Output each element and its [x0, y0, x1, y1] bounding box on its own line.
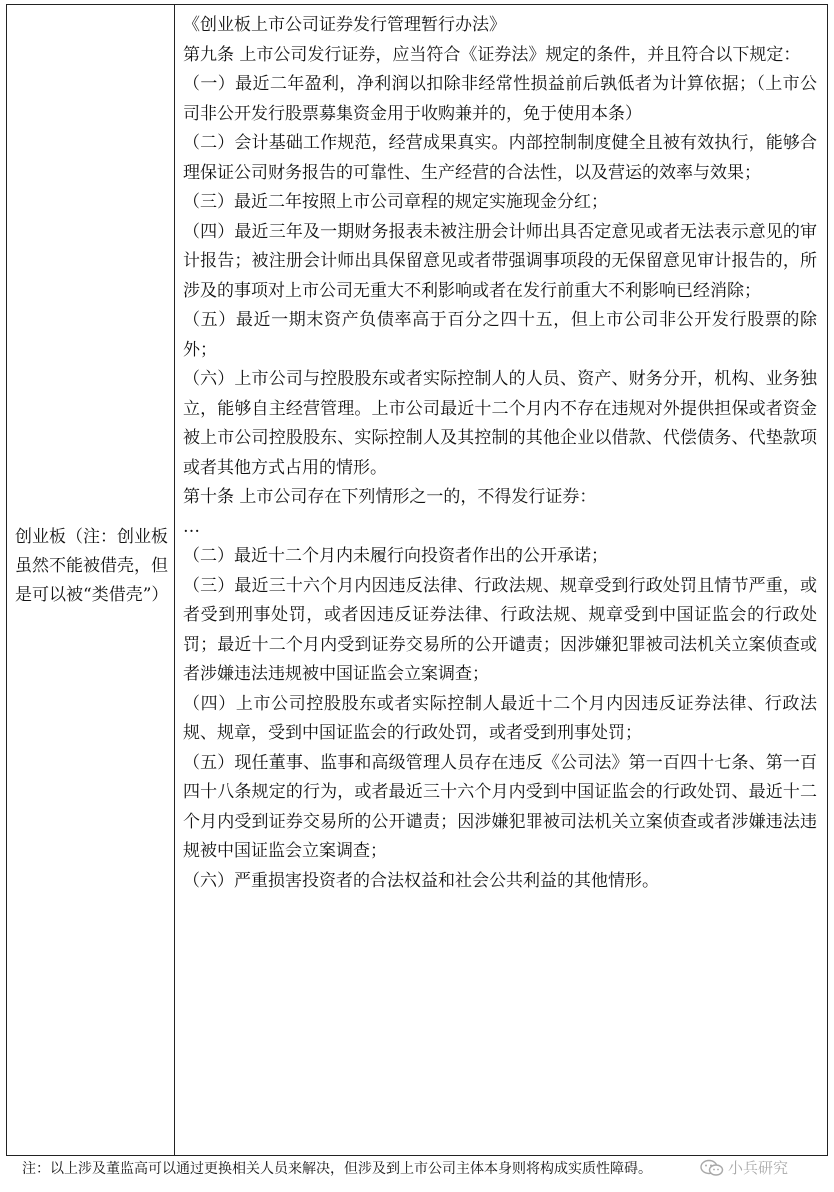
article-9-heading: 第九条 上市公司发行证券，应当符合《证券法》规定的条件，并且符合以下规定： — [183, 44, 801, 65]
article-9-item-1: （一）最近二年盈利，净利润以扣除非经常性损益前后孰低者为计算依据；（上市公司非公开发行股票募集资金用于收购兼并的，免于使用本条） — [183, 74, 817, 124]
article-10-item-4: （四）上市公司控股股东或者实际控制人最近十二个月内因违反证券法律、行政法规、规章，受到中国证监会的行政处罚，或者受到刑事处罚； — [183, 693, 817, 743]
article-10-item-3: （三）最近三十六个月内因违反法律、行政法规、规章受到行政处罚且情节严重，或者受到刑事处罚，或者因违反证券法律、行政法规、规章受到中国证监会的行政处罚；最近十二个月内受到证券交易所的公开谴责；因涉嫌犯罪被司法机关立案侦查或者涉嫌违法违规被中国证监会立案调查； — [183, 575, 817, 684]
regulation-text-cell — [183, 11, 817, 896]
article-9-item-4: （四）最近三年及一期财务报表未被注册会计师出具否定意见或者无法表示意见的审计报告；被注册会计师出具保留意见或者带强调事项段的无保留意见审计报告的，所涉及的事项对上市公司无重大不利影响或者在发行前重大不利影响已经消除； — [183, 221, 817, 301]
column-divider — [174, 5, 175, 1155]
article-9-item-6: （六）上市公司与控股股东或者实际控制人的人员、资产、财务分开，机构、业务独立，能够自主经营管理。上市公司最近十二个月内不存在违规对外提供担保或者资金被上市公司控股股东、实际控制人及其控制的其他企业以借款、代偿债务、代垫款项或者其他方式占用的情形。 — [183, 369, 817, 478]
regulation-table — [6, 4, 828, 1156]
article-9-item-5: （五）最近一期末资产负债率高于百分之四十五，但上市公司非公开发行股票的除外； — [183, 310, 817, 360]
watermark-text: 小兵研究 — [728, 1159, 789, 1177]
article-10-item-2: （二）最近十二个月内未履行向投资者作出的公开承诺； — [183, 546, 608, 566]
footnote: 注：以上涉及董监高可以通过更换相关人员来解决，但涉及到上市公司主体本身则将构成实质性障碍。 — [22, 1161, 652, 1177]
article-10-item-5: （五）现任董事、监事和高级管理人员存在违反《公司法》第一百四十七条、第一百四十八条规定的行为，或者最近三十六个月内受到中国证监会的行政处罚、最近十二个月内受到证券交易所的公开谴责；因涉嫌犯罪被司法机关立案侦查或者涉嫌违法违规被中国证监会立案调查； — [183, 752, 817, 861]
doc-title: 《创业板上市公司证券发行管理暂行办法》 — [183, 15, 506, 35]
article-9-item-2: （二）会计基础工作规范，经营成果真实。内部控制制度健全且被有效执行，能够合理保证公司财务报告的可靠性、生产经营的合法性，以及营运的效率与效果； — [183, 133, 817, 183]
article-10-item-6: （六）严重损害投资者的合法权益和社会公共利益的其他情形。 — [183, 870, 659, 891]
ellipsis: … — [183, 516, 200, 537]
watermark — [700, 1157, 788, 1178]
wechat-icon — [700, 1159, 724, 1177]
board-label-cell: 创业板（注：创业板虽然不能被借壳，但是可以被“类借壳”） — [15, 527, 169, 605]
article-10-heading: 第十条 上市公司存在下列情形之一的，不得发行证券： — [183, 487, 597, 507]
article-9-item-3: （三）最近二年按照上市公司章程的规定实施现金分红； — [183, 192, 608, 212]
